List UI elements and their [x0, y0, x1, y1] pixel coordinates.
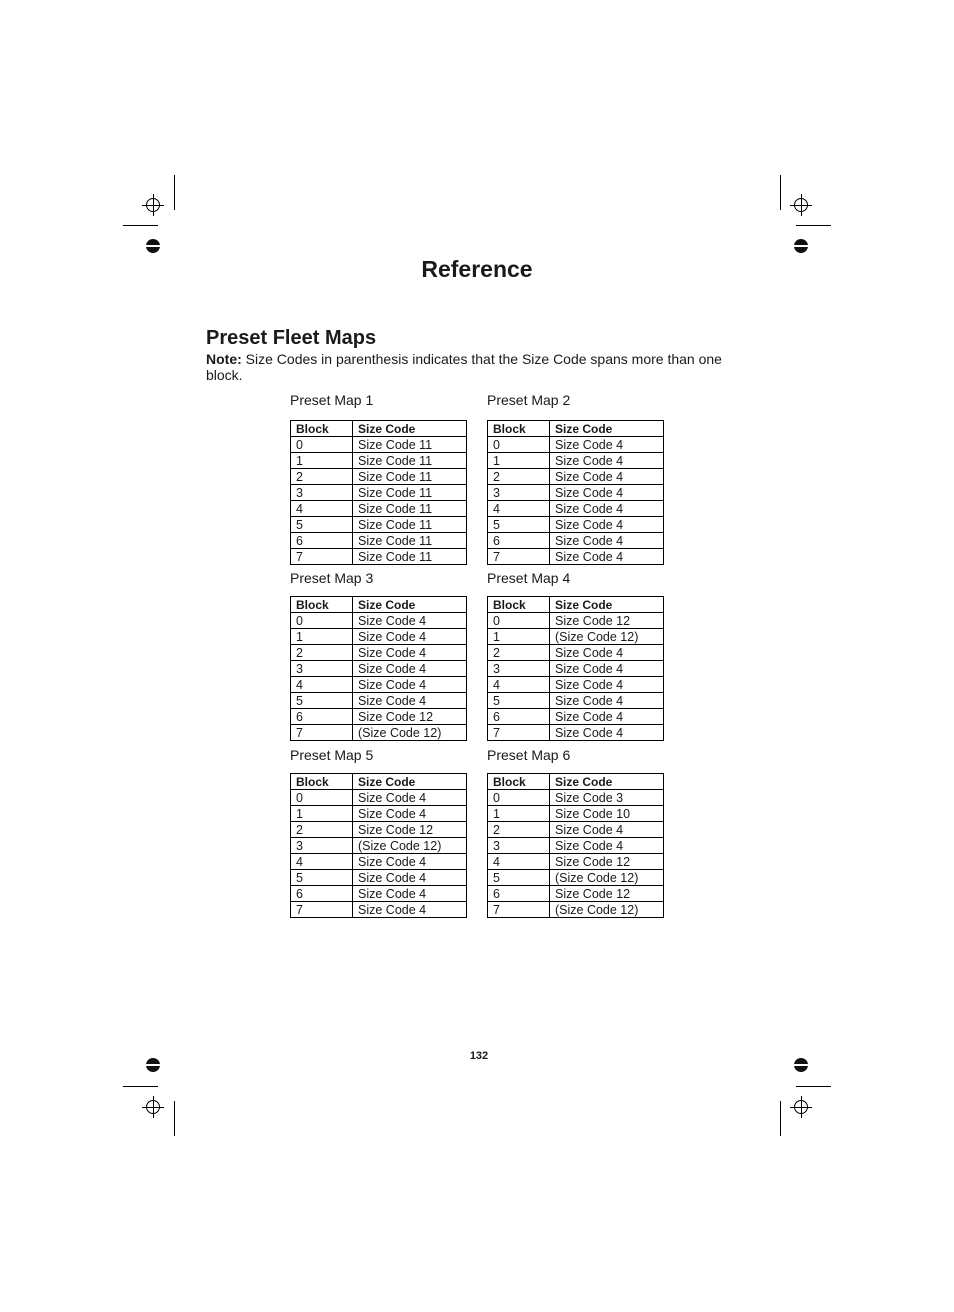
- page-title: Reference: [421, 256, 533, 282]
- size-code-cell: Size Code 4: [550, 709, 664, 725]
- block-cell: 5: [488, 693, 550, 709]
- size-code-header: Size Code: [353, 597, 467, 613]
- block-cell: 2: [488, 822, 550, 838]
- size-code-cell: Size Code 11: [353, 533, 467, 549]
- table-header-row: [488, 774, 664, 790]
- table-row: [488, 838, 664, 854]
- preset-map-table: [487, 596, 664, 741]
- block-cell: 1: [291, 629, 353, 645]
- table-row: [488, 693, 664, 709]
- table-row: [488, 533, 664, 549]
- table-header-row: [291, 421, 467, 437]
- table-row: [291, 549, 467, 565]
- block-cell: 1: [488, 806, 550, 822]
- table-row: [488, 725, 664, 741]
- size-code-cell: Size Code 4: [353, 629, 467, 645]
- note-label: Note:: [206, 351, 242, 367]
- table-row: [488, 629, 664, 645]
- block-header: Block: [291, 597, 353, 613]
- note: [206, 351, 751, 383]
- block-cell: 1: [291, 453, 353, 469]
- table-row: [291, 725, 467, 741]
- crop-mark-line: [780, 1101, 781, 1136]
- size-code-cell: Size Code 11: [353, 485, 467, 501]
- registration-mark-icon: [146, 198, 160, 212]
- table-row: [291, 822, 467, 838]
- preset-map-title: Preset Map 2: [487, 392, 571, 408]
- block-cell: 6: [291, 533, 353, 549]
- block-cell: 7: [488, 902, 550, 918]
- size-code-cell: Size Code 4: [353, 854, 467, 870]
- size-code-cell: Size Code 11: [353, 469, 467, 485]
- block-header: Block: [291, 774, 353, 790]
- size-code-cell: Size Code 4: [550, 501, 664, 517]
- size-code-cell: Size Code 12: [550, 854, 664, 870]
- table-row: [488, 645, 664, 661]
- crop-mark-line: [174, 175, 175, 210]
- size-code-cell: Size Code 4: [550, 453, 664, 469]
- block-cell: 3: [488, 838, 550, 854]
- table-row: [291, 870, 467, 886]
- block-cell: 4: [488, 677, 550, 693]
- block-cell: 5: [291, 693, 353, 709]
- size-code-cell: Size Code 4: [550, 661, 664, 677]
- table-row: [291, 854, 467, 870]
- size-code-cell: Size Code 12: [353, 822, 467, 838]
- table-row: [291, 693, 467, 709]
- block-cell: 3: [291, 838, 353, 854]
- size-code-cell: Size Code 11: [353, 549, 467, 565]
- registration-dot-icon: [794, 239, 808, 253]
- table-row: [291, 533, 467, 549]
- block-cell: 5: [291, 870, 353, 886]
- registration-mark-icon: [146, 1100, 160, 1114]
- size-code-cell: Size Code 4: [550, 437, 664, 453]
- table-row: [291, 437, 467, 453]
- block-cell: 6: [488, 709, 550, 725]
- table-row: [291, 806, 467, 822]
- table-row: [488, 661, 664, 677]
- block-cell: 3: [488, 661, 550, 677]
- table-row: [488, 613, 664, 629]
- block-cell: 3: [488, 485, 550, 501]
- preset-map-title: Preset Map 1: [290, 392, 374, 408]
- block-cell: 3: [291, 485, 353, 501]
- size-code-header: Size Code: [353, 421, 467, 437]
- block-cell: 7: [291, 725, 353, 741]
- size-code-cell: Size Code 4: [550, 725, 664, 741]
- block-cell: 0: [488, 437, 550, 453]
- crop-mark-line: [123, 225, 158, 226]
- block-cell: 6: [291, 709, 353, 725]
- block-header: Block: [488, 774, 550, 790]
- table-row: [488, 485, 664, 501]
- table-row: [488, 677, 664, 693]
- preset-map-title: Preset Map 6: [487, 747, 571, 763]
- block-cell: 7: [488, 725, 550, 741]
- size-code-cell: Size Code 4: [550, 677, 664, 693]
- table-row: [488, 517, 664, 533]
- table-row: [488, 549, 664, 565]
- block-cell: 4: [488, 501, 550, 517]
- block-cell: 4: [291, 677, 353, 693]
- size-code-header: Size Code: [353, 774, 467, 790]
- preset-map-table: [290, 596, 467, 741]
- block-cell: 7: [291, 549, 353, 565]
- crop-mark-line: [123, 1086, 158, 1087]
- registration-mark-icon: [794, 198, 808, 212]
- table-row: [488, 501, 664, 517]
- size-code-cell: Size Code 4: [550, 822, 664, 838]
- size-code-cell: (Size Code 12): [550, 902, 664, 918]
- size-code-cell: Size Code 12: [550, 886, 664, 902]
- size-code-cell: (Size Code 12): [550, 629, 664, 645]
- size-code-cell: Size Code 4: [353, 613, 467, 629]
- block-cell: 5: [488, 517, 550, 533]
- size-code-cell: Size Code 3: [550, 790, 664, 806]
- block-cell: 0: [291, 437, 353, 453]
- block-cell: 6: [488, 886, 550, 902]
- block-cell: 4: [488, 854, 550, 870]
- table-row: [291, 838, 467, 854]
- table-row: [291, 629, 467, 645]
- block-header: Block: [291, 421, 353, 437]
- size-code-cell: Size Code 4: [353, 661, 467, 677]
- size-code-cell: (Size Code 12): [353, 725, 467, 741]
- preset-map-table: [290, 420, 467, 565]
- size-code-cell: Size Code 4: [550, 517, 664, 533]
- block-cell: 4: [291, 854, 353, 870]
- note-text: Size Codes in parenthesis indicates that the Size Code spans more than one block.: [206, 351, 722, 383]
- table-row: [291, 501, 467, 517]
- preset-map-table: [487, 773, 664, 918]
- table-row: [291, 645, 467, 661]
- size-code-cell: Size Code 12: [353, 709, 467, 725]
- size-code-cell: Size Code 4: [550, 838, 664, 854]
- table-row: [291, 469, 467, 485]
- table-row: [291, 613, 467, 629]
- table-row: [488, 854, 664, 870]
- table-row: [291, 453, 467, 469]
- size-code-cell: Size Code 11: [353, 453, 467, 469]
- size-code-header: Size Code: [550, 774, 664, 790]
- block-cell: 7: [291, 902, 353, 918]
- table-row: [488, 886, 664, 902]
- size-code-cell: Size Code 4: [353, 677, 467, 693]
- table-row: [488, 806, 664, 822]
- block-cell: 0: [488, 613, 550, 629]
- table-row: [291, 661, 467, 677]
- crop-mark-line: [796, 1086, 831, 1087]
- size-code-cell: Size Code 11: [353, 517, 467, 533]
- size-code-cell: Size Code 4: [550, 645, 664, 661]
- block-cell: 5: [488, 870, 550, 886]
- size-code-cell: (Size Code 12): [550, 870, 664, 886]
- block-cell: 0: [488, 790, 550, 806]
- preset-map-title: Preset Map 5: [290, 747, 374, 763]
- preset-map-title: Preset Map 3: [290, 570, 374, 586]
- preset-map-table: [487, 420, 664, 565]
- size-code-cell: Size Code 4: [353, 870, 467, 886]
- size-code-cell: Size Code 4: [353, 790, 467, 806]
- table-row: [488, 453, 664, 469]
- table-row: [291, 677, 467, 693]
- block-header: Block: [488, 597, 550, 613]
- block-cell: 2: [488, 469, 550, 485]
- block-cell: 2: [291, 645, 353, 661]
- size-code-cell: Size Code 4: [550, 469, 664, 485]
- table-row: [488, 469, 664, 485]
- table-row: [488, 437, 664, 453]
- block-cell: 2: [488, 645, 550, 661]
- registration-dot-icon: [146, 239, 160, 253]
- table-header-row: [488, 597, 664, 613]
- table-header-row: [291, 774, 467, 790]
- table-row: [291, 902, 467, 918]
- crop-mark-line: [174, 1101, 175, 1136]
- page-number: 132: [469, 1050, 489, 1062]
- size-code-cell: Size Code 4: [353, 693, 467, 709]
- table-row: [488, 822, 664, 838]
- block-cell: 4: [291, 501, 353, 517]
- size-code-cell: Size Code 11: [353, 501, 467, 517]
- size-code-cell: Size Code 11: [353, 437, 467, 453]
- block-cell: 6: [488, 533, 550, 549]
- table-header-row: [488, 421, 664, 437]
- table-row: [488, 709, 664, 725]
- size-code-cell: Size Code 4: [550, 549, 664, 565]
- table-row: [291, 517, 467, 533]
- table-row: [488, 870, 664, 886]
- block-header: Block: [488, 421, 550, 437]
- block-cell: 5: [291, 517, 353, 533]
- size-code-header: Size Code: [550, 597, 664, 613]
- size-code-cell: Size Code 4: [550, 485, 664, 501]
- block-cell: 7: [488, 549, 550, 565]
- table-header-row: [291, 597, 467, 613]
- size-code-header: Size Code: [550, 421, 664, 437]
- block-cell: 3: [291, 661, 353, 677]
- table-row: [488, 902, 664, 918]
- size-code-cell: Size Code 4: [353, 806, 467, 822]
- size-code-cell: Size Code 10: [550, 806, 664, 822]
- size-code-cell: Size Code 4: [550, 693, 664, 709]
- size-code-cell: Size Code 4: [550, 533, 664, 549]
- table-row: [291, 709, 467, 725]
- block-cell: 2: [291, 822, 353, 838]
- size-code-cell: Size Code 4: [353, 902, 467, 918]
- block-cell: 0: [291, 613, 353, 629]
- crop-mark-line: [780, 175, 781, 210]
- size-code-cell: Size Code 4: [353, 645, 467, 661]
- table-row: [291, 485, 467, 501]
- block-cell: 1: [488, 453, 550, 469]
- preset-map-table: [290, 773, 467, 918]
- size-code-cell: (Size Code 12): [353, 838, 467, 854]
- block-cell: 1: [291, 806, 353, 822]
- section-title: Preset Fleet Maps: [206, 327, 377, 349]
- table-row: [488, 790, 664, 806]
- table-row: [291, 886, 467, 902]
- block-cell: 1: [488, 629, 550, 645]
- registration-mark-icon: [794, 1100, 808, 1114]
- block-cell: 2: [291, 469, 353, 485]
- block-cell: 0: [291, 790, 353, 806]
- size-code-cell: Size Code 12: [550, 613, 664, 629]
- block-cell: 6: [291, 886, 353, 902]
- crop-mark-line: [796, 225, 831, 226]
- table-row: [291, 790, 467, 806]
- preset-map-title: Preset Map 4: [487, 570, 571, 586]
- size-code-cell: Size Code 4: [353, 886, 467, 902]
